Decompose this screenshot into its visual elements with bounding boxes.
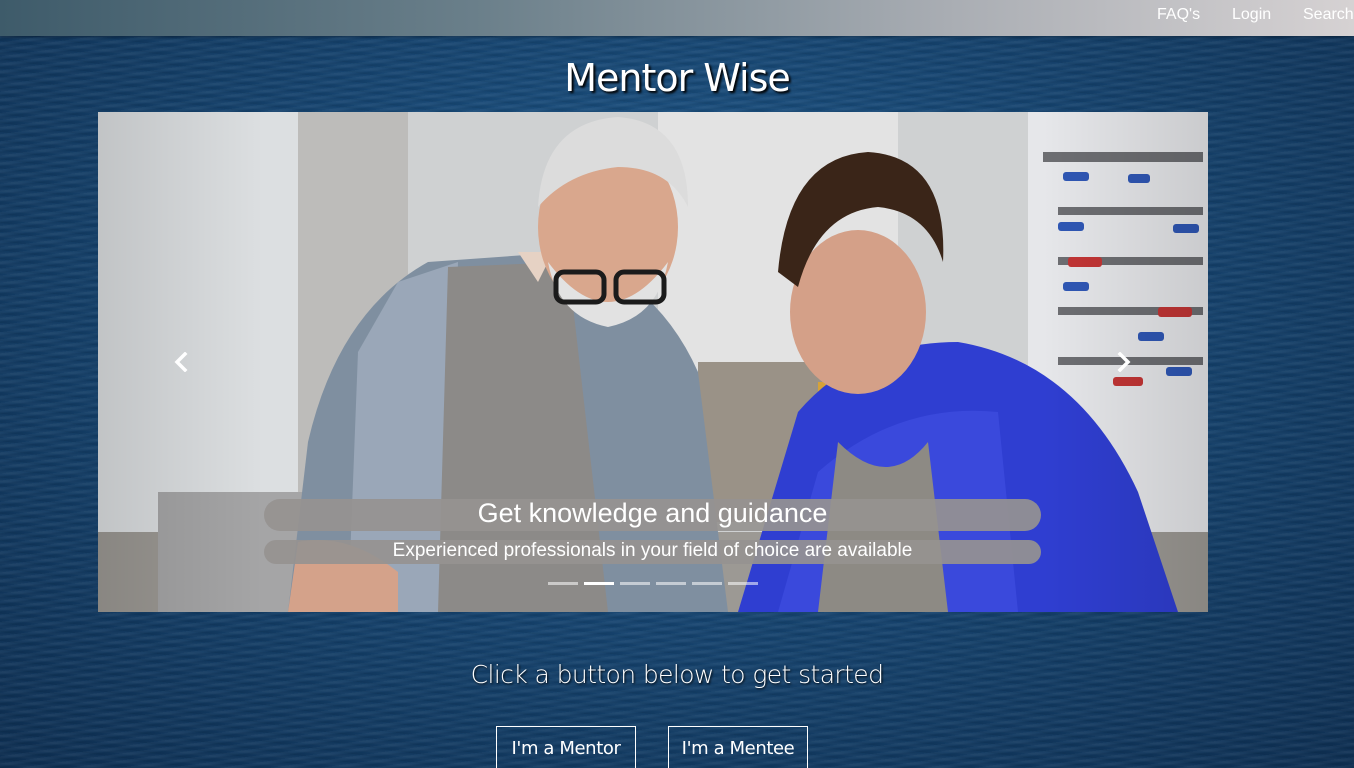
carousel-indicator-3[interactable]: [620, 582, 650, 585]
top-navbar: [0, 0, 1354, 36]
get-started-prompt: Click a button below to get started: [470, 660, 884, 689]
carousel-indicator-1[interactable]: [548, 582, 578, 585]
carousel-indicator-6[interactable]: [728, 582, 758, 585]
nav-link-faqs[interactable]: FAQ's: [1157, 6, 1201, 23]
nav-link-login[interactable]: Login: [1232, 6, 1272, 23]
mentor-button[interactable]: I'm a Mentor: [496, 726, 636, 768]
carousel-indicators: [548, 582, 758, 586]
chevron-right-icon: [1114, 352, 1134, 372]
carousel-prev-control[interactable]: [98, 112, 263, 612]
carousel-indicator-2[interactable]: [584, 582, 614, 585]
chevron-left-icon: [171, 352, 191, 372]
nav-link-search[interactable]: Search: [1303, 6, 1354, 23]
hero-carousel: [98, 112, 1208, 612]
carousel-slide-image: [98, 112, 1208, 612]
site-title: Mentor Wise: [564, 56, 790, 100]
mentee-button[interactable]: I'm a Mentee: [668, 726, 808, 768]
carousel-next-control[interactable]: [1043, 112, 1208, 612]
carousel-indicator-5[interactable]: [692, 582, 722, 585]
carousel-caption-title: Get knowledge and guidance: [264, 499, 1041, 531]
carousel-caption-text: Experienced professionals in your field of choice are available: [264, 540, 1041, 564]
carousel-indicator-4[interactable]: [656, 582, 686, 585]
